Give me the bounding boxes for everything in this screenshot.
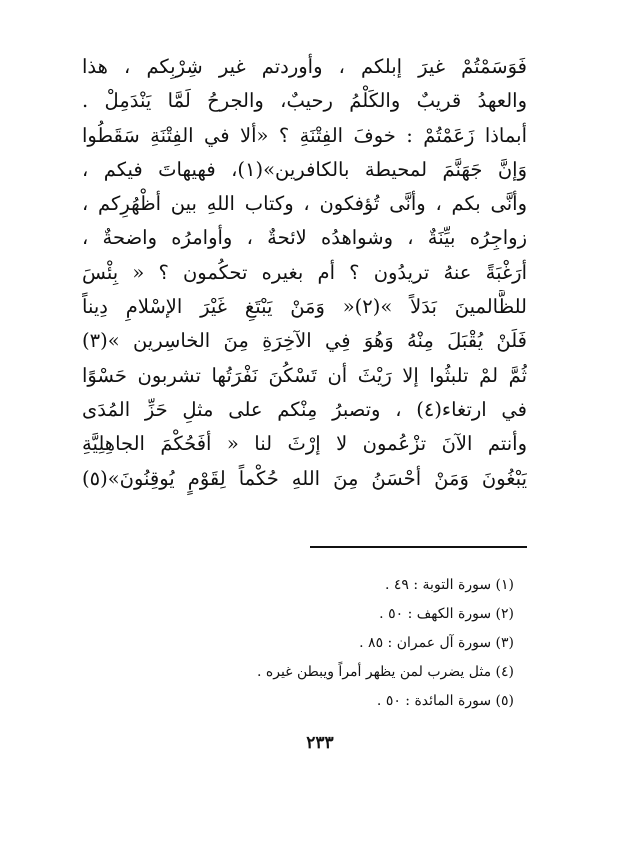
footnote: (٢) سورة الكهف : ٥٠ . <box>379 606 514 622</box>
text-line: زواجِرُه بيِّنَةٌ ، وشواهدُه لائحةٌ ، وأوامرُه واضحةٌ ، <box>82 226 527 250</box>
page-number: ٢٣٣ <box>306 733 334 753</box>
text-line: في ارتغاء(٤) ، وتصبرُ مِنْكم على مثلِ حَزِّ المُدَى <box>82 397 527 421</box>
text-line: والعهدُ قريبٌ والكَلْمُ رحيبٌ، والجرحُ لَمَّا يَنْدَمِلْ . <box>82 89 527 113</box>
text-line: وأنتم الآنَ تزْعُمون لا إرْثَ لنا « أفَحُكْمَ الجاهِلِيَّةِ <box>82 432 527 456</box>
footnotes <box>200 571 514 716</box>
text-line: أرَغْبَةً عنهُ تريدُون ؟ أم بغيره تحكُمون ؟ « بِئْسَ <box>82 260 527 284</box>
footnote-divider <box>310 546 527 548</box>
text-line: وَإنَّ جَهَنَّمَ لمحيطة بالكافرين»(١)، فهيهاتَ فيكم ، <box>82 157 527 181</box>
text-line: ثُمَّ لمْ تلبثُوا إلا رَيْثَ أن تَسْكُنَ نَفْرَتُها تشربون حَسْوًا <box>82 363 527 387</box>
footnote: (١) سورة التوبة : ٤٩ . <box>384 577 514 593</box>
text-line: للظَّالمينَ بَدَلاً »(٢)« وَمَنْ يَبْتَغِ غَيْرَ الإسْلامِ دِيناً <box>82 295 527 319</box>
text-line: أبماذا زَعَمْتُمْ : خوفَ الفِتْنَةِ ؟ «ألا في الفِتْنَةِ سَقَطُوا <box>82 123 527 147</box>
footnote: (٣) سورة آل عمران : ٨٥ . <box>359 635 514 651</box>
text-line: فَوَسَمْتُمْ غيرَ إبلكم ، وأوردتم غير شِرْبِكم ، هذا <box>82 55 527 78</box>
main-text <box>82 50 527 496</box>
text-line: فَلَنْ يُقْبَلَ مِنْهُ وَهُوَ فِي الآخِرَةِ مِنَ الخاسِرين »(٣) <box>82 329 527 353</box>
footnote: (٥) سورة المائدة : ٥٠ . <box>376 693 514 709</box>
footnote: (٤) مثل يضرب لمن يظهر أمراً ويبطن غيره . <box>257 664 514 680</box>
text-line: يَبْغُونَ وَمَنْ أحْسَنُ مِنَ اللهِ حُكْماً لِقَوْمٍ يُوقِنُونَ»(٥) <box>82 466 527 490</box>
text-line: وأنَّى بكم ، وأنَّى تُؤفكون ، وكتاب اللهِ بين أظْهُرِكم ، <box>82 192 527 216</box>
